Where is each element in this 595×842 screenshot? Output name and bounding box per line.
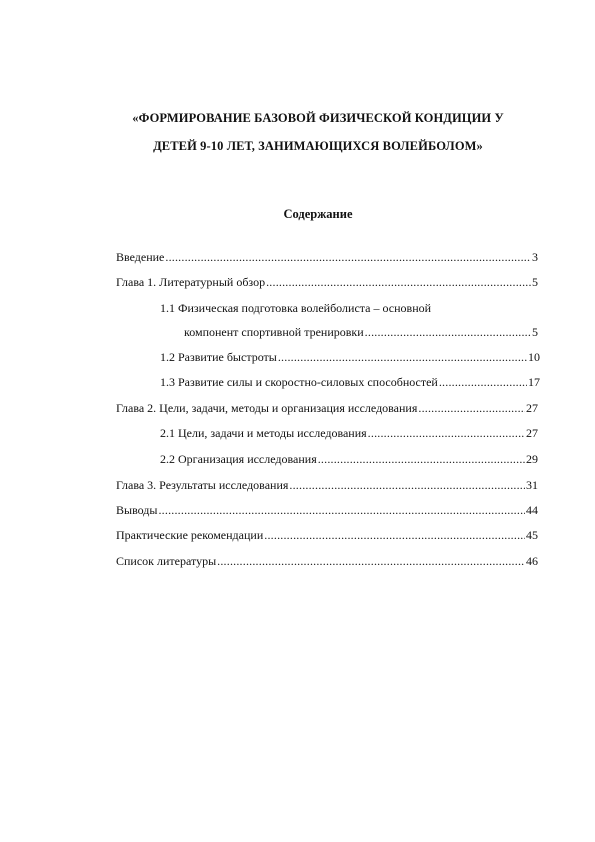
toc-dot-leader xyxy=(278,349,527,365)
toc-entry-intro xyxy=(116,249,538,265)
toc-page-number: 29 xyxy=(526,452,538,466)
toc-entry-label: 2.1 Цели, задачи и методы исследования xyxy=(160,426,367,440)
toc-page-number: 46 xyxy=(526,554,538,568)
toc-entry-label: Глава 2. Цели, задачи, методы и организация исследования xyxy=(116,401,418,415)
toc-dot-leader xyxy=(439,374,527,390)
toc-dot-leader xyxy=(217,553,525,569)
toc-entry-section-1-3 xyxy=(160,374,540,390)
toc-page-number: 10 xyxy=(528,350,540,364)
toc-entry-label: компонент спортивной тренировки xyxy=(184,325,364,339)
toc-page-number: 27 xyxy=(526,426,538,440)
toc-page-number: 17 xyxy=(528,375,540,389)
toc-dot-leader xyxy=(158,502,525,518)
toc-entry-section-2-1 xyxy=(160,425,538,441)
toc-page-number: 31 xyxy=(526,478,538,492)
toc-dot-leader xyxy=(264,527,525,543)
toc-page-number: 44 xyxy=(526,503,538,517)
toc-page-number: 27 xyxy=(526,401,538,415)
document-title-line-2: ДЕТЕЙ 9-10 ЛЕТ, ЗАНИМАЮЩИХСЯ ВОЛЕЙБОЛОМ» xyxy=(153,139,483,153)
toc-dot-leader xyxy=(289,477,525,493)
toc-entry-chapter-3 xyxy=(116,477,538,493)
toc-entry-chapter-2 xyxy=(116,400,538,416)
toc-entry-references xyxy=(116,553,538,569)
document-title-line-1: «ФОРМИРОВАНИЕ БАЗОВОЙ ФИЗИЧЕСКОЙ КОНДИЦИИ У xyxy=(132,111,504,125)
toc-entry-chapter-1 xyxy=(116,274,538,290)
contents-heading: Содержание xyxy=(283,207,353,221)
toc-entry-label: Глава 1. Литературный обзор xyxy=(116,275,266,289)
toc-entry-label: Выводы xyxy=(116,503,158,517)
toc-entry-label: Список литературы xyxy=(116,554,217,568)
toc-dot-leader xyxy=(266,274,531,290)
toc-entry-section-1-1-line-2 xyxy=(184,324,538,340)
toc-entry-recommendations xyxy=(116,527,538,543)
toc-entry-label: Практические рекомендации xyxy=(116,528,264,542)
toc-dot-leader xyxy=(418,400,525,416)
toc-entry-label: Глава 3. Результаты исследования xyxy=(116,478,289,492)
toc-page-number: 5 xyxy=(532,275,538,289)
toc-page-number: 5 xyxy=(532,325,538,339)
toc-entry-conclusions xyxy=(116,502,538,518)
toc-dot-leader xyxy=(165,249,531,265)
toc-entry-section-1-1-line-1: 1.1 Физическая подготовка волейболиста – основной xyxy=(160,301,432,315)
toc-entry-label: 1.2 Развитие быстроты xyxy=(160,350,277,364)
toc-dot-leader xyxy=(365,324,531,340)
toc-entry-label: 1.3 Развитие силы и скоростно-силовых способностей xyxy=(160,375,438,389)
toc-entry-label: 2.2 Организация исследования xyxy=(160,452,317,466)
toc-page-number: 3 xyxy=(532,250,538,264)
toc-dot-leader xyxy=(368,425,525,441)
toc-page-number: 45 xyxy=(526,528,538,542)
toc-entry-section-1-2 xyxy=(160,349,540,365)
toc-dot-leader xyxy=(318,451,525,467)
toc-entry-label: Введение xyxy=(116,250,165,264)
toc-entry-section-2-2 xyxy=(160,451,538,467)
